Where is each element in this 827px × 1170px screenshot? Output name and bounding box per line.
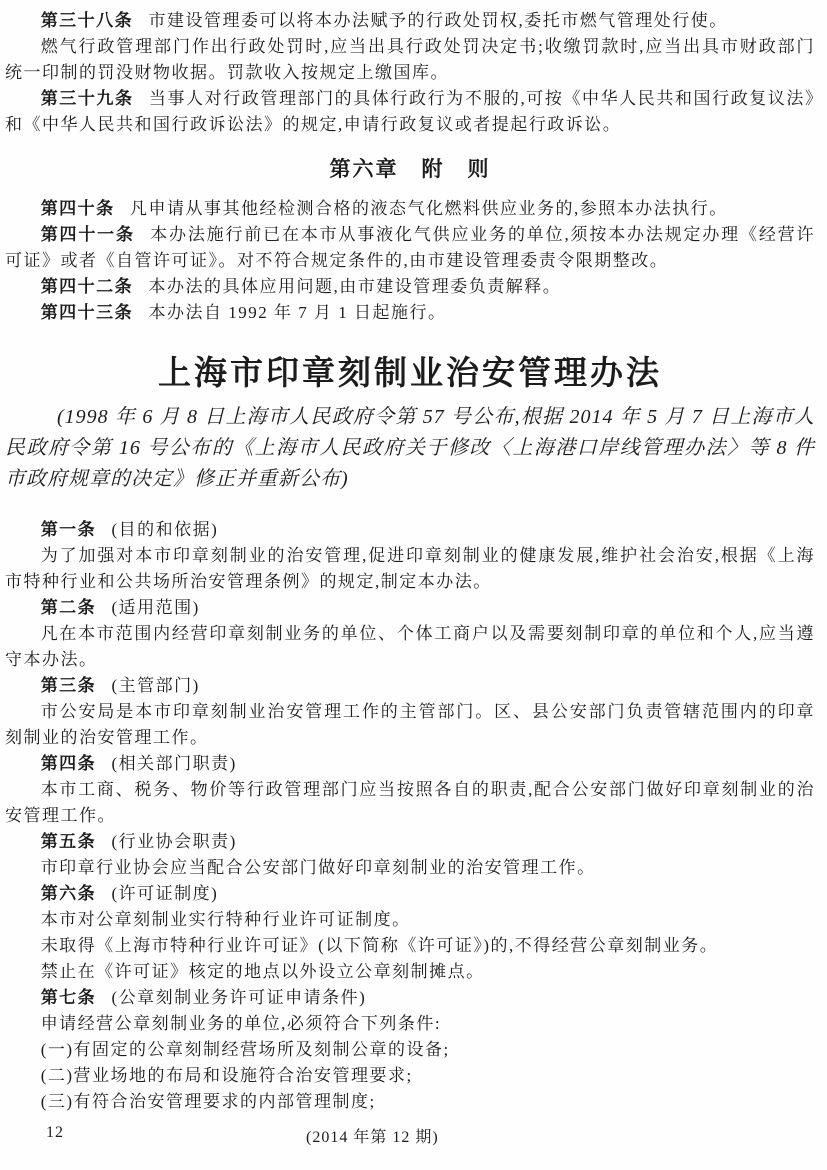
article-title: (目的和依据)	[111, 520, 219, 539]
article-title: (适用范围)	[111, 598, 200, 617]
article-text: 本办法施行前已在本市从事液化气供应业务的单位,须按本办法规定办理《经营许可证》或者《自管许可证》。对不符合规定条件的,由市建设管理委责令限期整改。	[5, 225, 816, 270]
article-paragraph: 市印章行业协会应当配合公安部门做好印章刻制业的治安管理工作。	[40, 858, 596, 877]
article-number: 第四十三条	[40, 303, 134, 322]
article-number: 第一条	[40, 520, 97, 539]
article-number: 第四十一条	[40, 225, 135, 244]
article-number: 第三十八条	[40, 11, 134, 30]
article-number: 第四条	[40, 754, 97, 773]
article-heading-line	[5, 673, 815, 699]
article-paragraph: (一)有固定的公章刻制经营场所及刻制公章的设备;	[40, 1040, 450, 1059]
article-heading-line	[5, 517, 815, 543]
article-paragraph: (二)营业场地的布局和设施符合治安管理要求;	[40, 1066, 413, 1085]
article-text: 凡申请从事其他经检测合格的液态气化燃料供应业务的,参照本办法执行。	[129, 199, 728, 218]
promulgation-note: (1998 年 6 月 8 日上海市人民政府令第 57 号公布,根据 2014 年 5 月 7 日上海市人民政府令第 16 号公布的《上海市人民政府关于修改〈上海港口岸线管理办法〉等 8 件市政府规章的决定》修正并重新公布)	[5, 406, 815, 490]
article-paragraph: 市公安局是本市印章刻制业治安管理工作的主管部门。区、县公安部门负责管辖范围内的印章刻制业的治安管理工作。	[5, 702, 815, 747]
page-number: 12	[46, 1124, 64, 1141]
article-paragraph	[5, 86, 815, 138]
article-paragraph	[5, 300, 815, 326]
article-paragraph: 禁止在《许可证》核定的地点以外设立公章刻制摊点。	[40, 962, 485, 981]
article-number: 第二条	[40, 598, 97, 617]
article-paragraph	[5, 196, 815, 222]
article-paragraph: 未取得《上海市特种行业许可证》(以下简称《许可证》)的,不得经营公章刻制业务。	[40, 936, 719, 955]
article-paragraph	[5, 222, 815, 274]
new-regulation	[5, 352, 815, 1115]
previous-regulation-tail	[5, 8, 815, 326]
new-regulation-articles	[5, 517, 815, 1115]
article-paragraph: 凡在本市范围内经营印章刻制业务的单位、个体工商户以及需要刻制印章的单位和个人,应当遵守本办法。	[5, 624, 815, 669]
article-heading-line	[5, 829, 815, 855]
article-number: 第六条	[40, 884, 97, 903]
issue-label: (2014 年第 12 期)	[306, 1129, 439, 1146]
document-title: 上海市印章刻制业治安管理办法	[158, 356, 662, 392]
article-paragraph: (三)有符合治安管理要求的内部管理制度;	[40, 1092, 376, 1111]
article-paragraph: 申请经营公章刻制业务的单位,必须符合下列条件:	[40, 1014, 442, 1033]
article-title: (相关部门职责)	[111, 754, 237, 773]
article-text: 本办法自 1992 年 7 月 1 日起施行。	[148, 303, 447, 322]
article-paragraph	[5, 274, 815, 300]
article-text: 本办法的具体应用问题,由市建设管理委负责解释。	[148, 277, 562, 296]
article-number: 第七条	[40, 988, 97, 1007]
chapter-heading: 第六章 附 则	[329, 157, 491, 181]
article-number: 第五条	[40, 832, 97, 851]
article-title: (公章刻制业务许可证申请条件)	[111, 988, 367, 1007]
article-heading-line	[5, 595, 815, 621]
article-paragraph: 为了加强对本市印章刻制业的治安管理,促进印章刻制业的健康发展,维护社会治安,根据《上海市特种行业和公共场所治安管理条例》的规定,制定本办法。	[5, 546, 815, 591]
article-heading-line	[5, 881, 815, 907]
article-paragraph: 本市对公章刻制业实行特种行业许可证制度。	[40, 910, 411, 929]
article-number: 第四十二条	[40, 277, 134, 296]
article-paragraph	[5, 8, 815, 34]
article-text: 当事人对行政管理部门的具体行政行为不服的,可按《中华人民共和国行政复议法》和《中华人民共和国行政诉讼法》的规定,申请行政复议或者提起行政诉讼。	[5, 89, 816, 134]
article-text: 燃气行政管理部门作出行政处罚时,应当出具行政处罚决定书;收缴罚款时,应当出具市财政部门统一印制的罚没财物收据。罚款收入按规定上缴国库。	[5, 37, 815, 82]
article-title: (行业协会职责)	[111, 832, 237, 851]
article-heading-line	[5, 985, 815, 1011]
article-number: 第三十九条	[40, 89, 134, 108]
article-text: 市建设管理委可以将本办法赋予的行政处罚权,委托市燃气管理处行使。	[148, 11, 728, 30]
article-title: (主管部门)	[111, 676, 200, 695]
article-title: (许可证制度)	[111, 884, 219, 903]
article-number: 第四十条	[40, 199, 115, 218]
article-paragraph: 本市工商、税务、物价等行政管理部门应当按照各自的职责,配合公安部门做好印章刻制业的治安管理工作。	[5, 780, 815, 825]
article-heading-line	[5, 751, 815, 777]
article-number: 第三条	[40, 676, 97, 695]
article-paragraph	[5, 34, 815, 86]
